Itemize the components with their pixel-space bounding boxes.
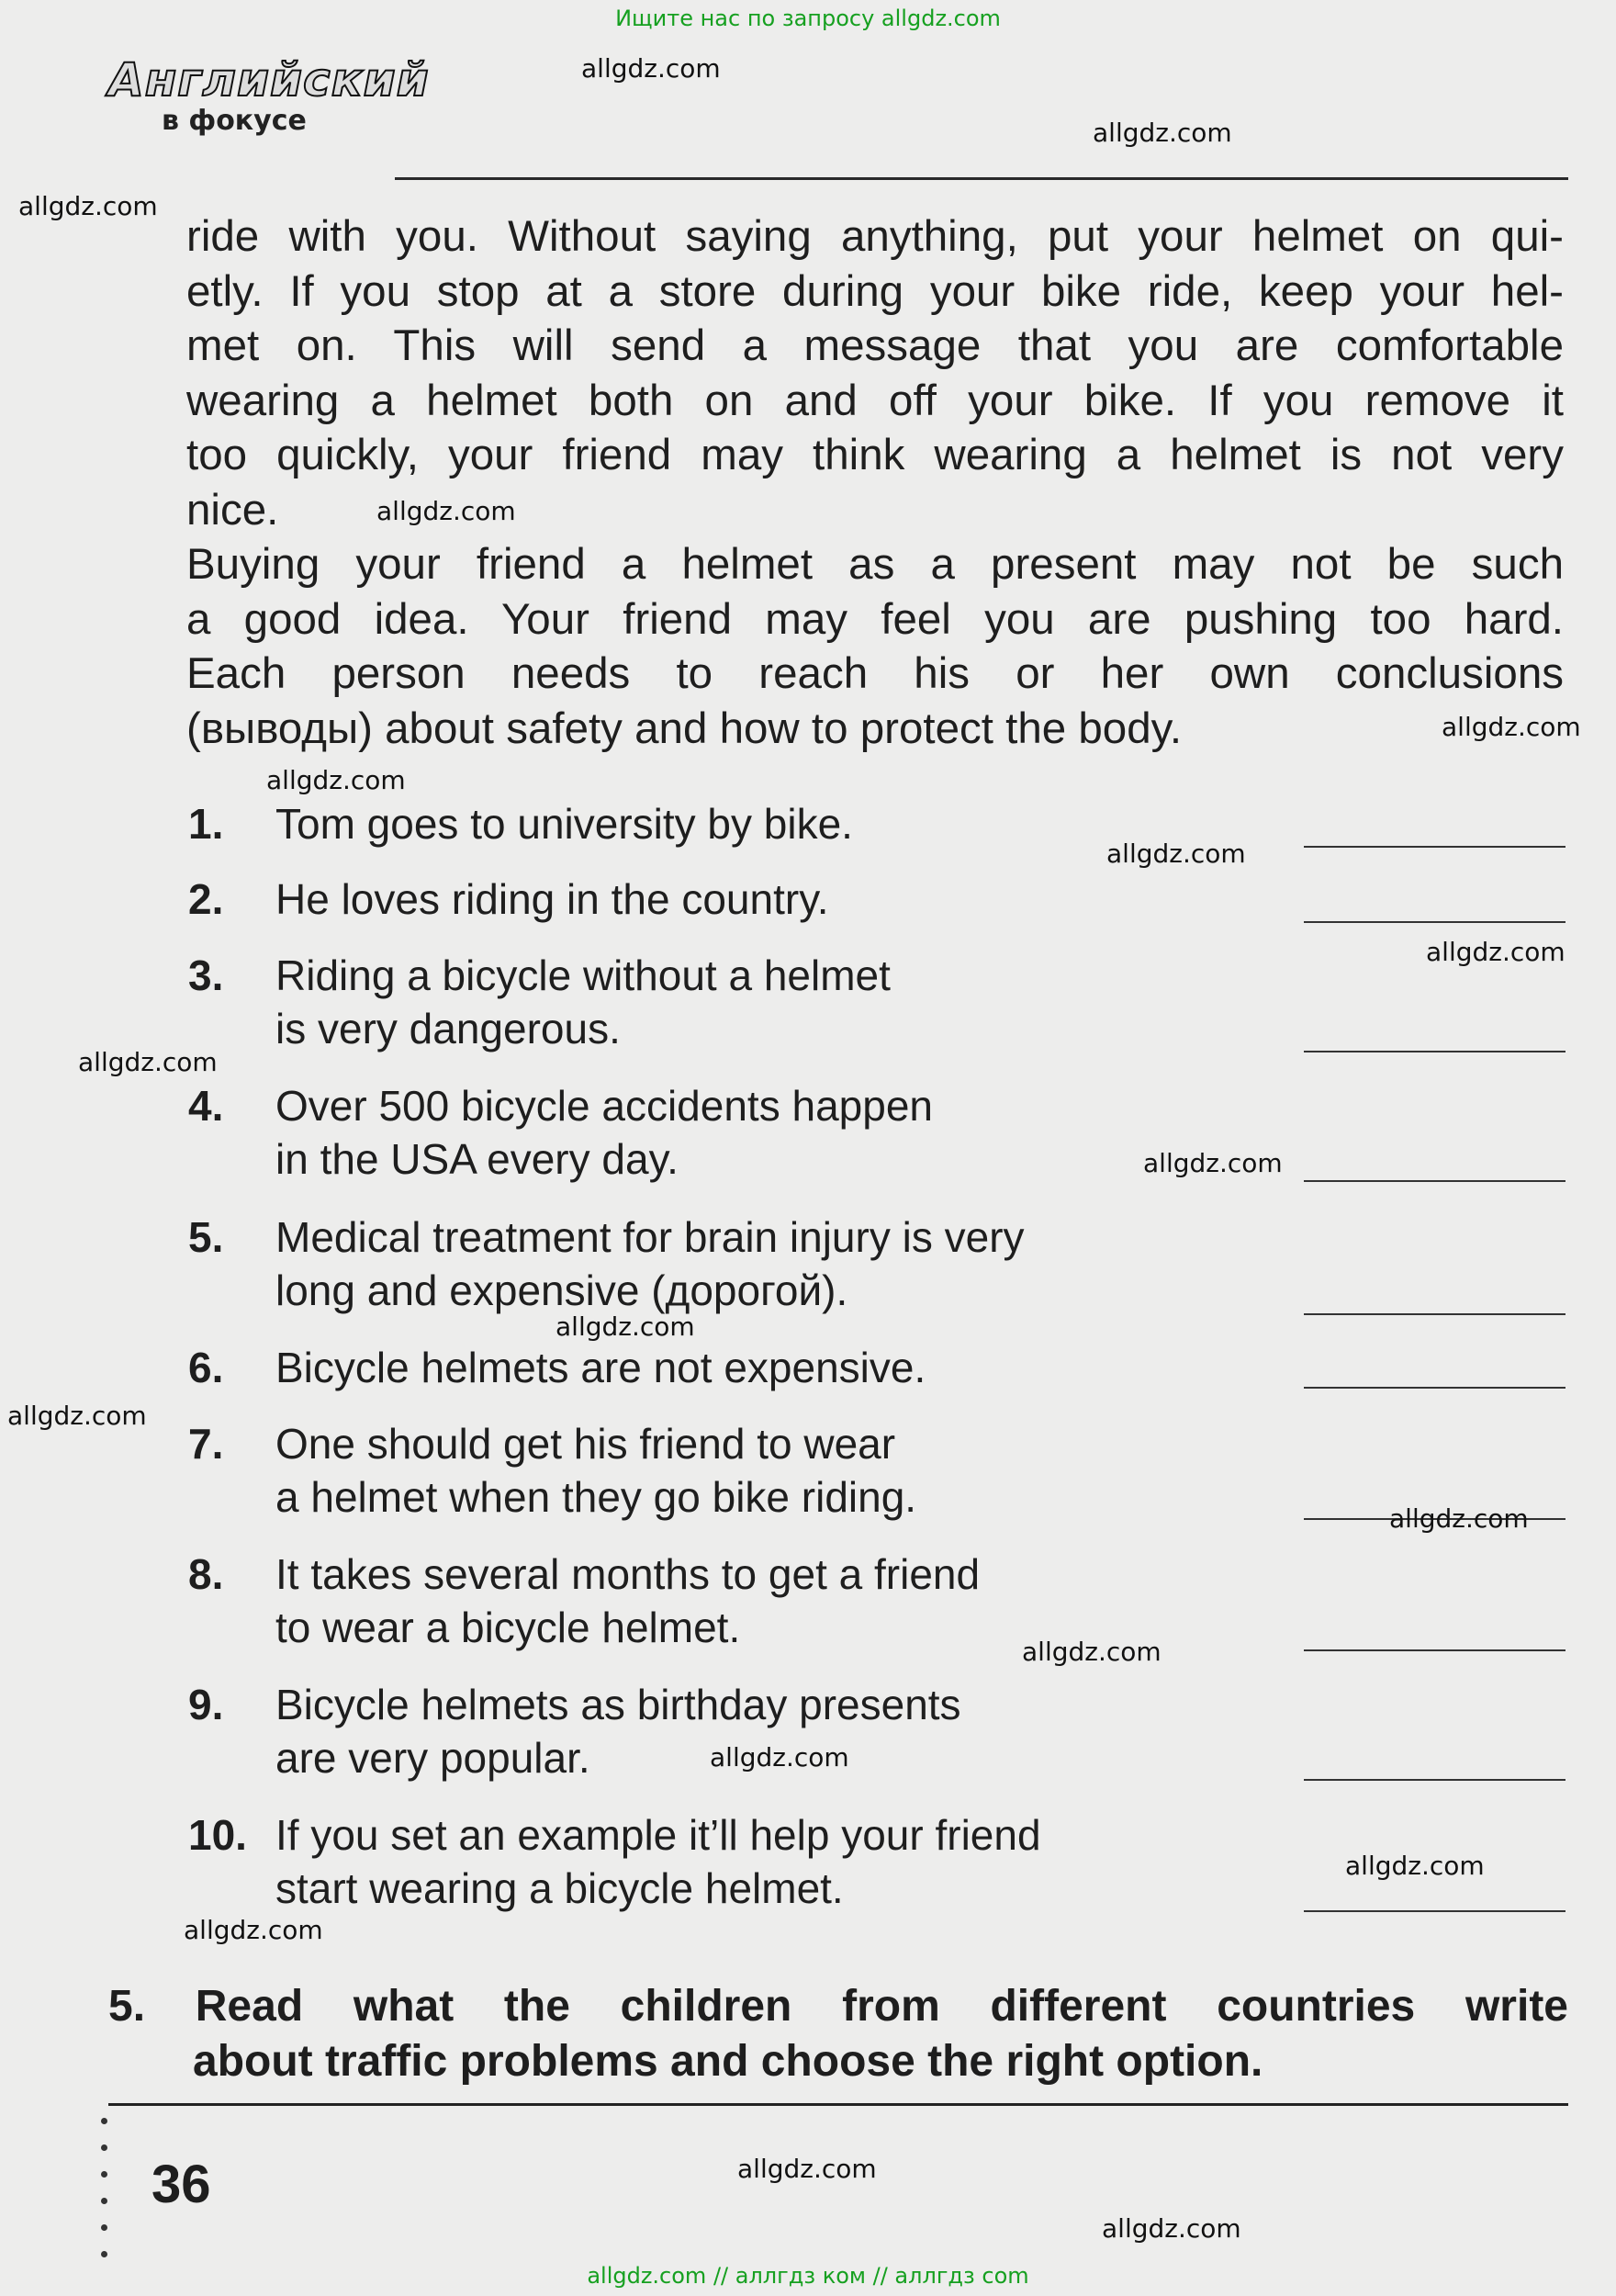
- passage-line: Buying your friend a helmet as a present may not be such: [186, 540, 1564, 589]
- logo-title: Английский: [108, 53, 430, 107]
- watermark: allgdz.com: [184, 1915, 323, 1945]
- watermark: allgdz.com: [737, 2154, 877, 2184]
- answer-blank-8[interactable]: [1304, 1649, 1566, 1651]
- logo-subtitle: в фокусе: [162, 105, 307, 137]
- watermark: allgdz.com: [1022, 1637, 1162, 1667]
- answer-blank-2[interactable]: [1304, 921, 1566, 923]
- statement-number: 9.: [188, 1681, 224, 1728]
- statement-number: 6.: [188, 1344, 224, 1391]
- statement-number: 7.: [188, 1420, 224, 1468]
- watermark: allgdz.com: [78, 1047, 218, 1077]
- statement-number: 8.: [188, 1550, 224, 1598]
- task-line: 5. Read what the children from different countries write: [108, 1982, 1568, 2031]
- answer-blank-5[interactable]: [1304, 1313, 1566, 1315]
- answer-blank-1[interactable]: [1304, 846, 1566, 848]
- passage-line: ride with you. Without saying anything, put your helmet on qui-: [186, 212, 1564, 261]
- header-rule: [395, 177, 1568, 180]
- watermark: allgdz.com: [1106, 838, 1246, 869]
- watermark: allgdz.com: [1389, 1503, 1529, 1534]
- statement-number: 4.: [188, 1082, 224, 1130]
- watermark: allgdz.com: [7, 1401, 147, 1431]
- task-line: about traffic problems and choose the right option.: [193, 2037, 1263, 2086]
- watermark: allgdz.com: [710, 1742, 849, 1773]
- watermark: allgdz.com: [581, 53, 721, 84]
- top-banner: Ищите нас по запросу allgdz.com: [615, 6, 1001, 31]
- watermark: allgdz.com: [376, 496, 516, 526]
- statement-text: Tom goes to university by bike.: [275, 800, 853, 848]
- statement-text: He loves riding in the country.: [275, 875, 829, 923]
- passage-paragraph-2: [186, 537, 1564, 756]
- statement-number: 1.: [188, 800, 224, 848]
- watermark: allgdz.com: [1102, 2213, 1241, 2244]
- answer-blank-10[interactable]: [1304, 1910, 1566, 1912]
- watermark: allgdz.com: [1426, 937, 1566, 967]
- answer-blank-9[interactable]: [1304, 1779, 1566, 1781]
- statement-text: Riding a bicycle without a helmet is very dangerous.: [275, 951, 891, 1052]
- passage-line: (выводы) about safety and how to protect the body.: [186, 703, 1183, 753]
- watermark: allgdz.com: [266, 765, 406, 795]
- passage-line: too quickly, your friend may think wearing a helmet is not very: [186, 431, 1564, 479]
- passage-line: wearing a helmet both on and off your bike. If you remove it: [186, 376, 1564, 425]
- statement-text: Medical treatment for brain injury is very long and expensive (дорогой).: [275, 1213, 1025, 1314]
- margin-dots: [101, 2118, 110, 2278]
- watermark: allgdz.com: [1143, 1148, 1283, 1178]
- watermark: allgdz.com: [556, 1311, 695, 1342]
- passage-line: a good idea. Your friend may feel you are pushing too hard.: [186, 594, 1564, 644]
- watermark: allgdz.com: [18, 191, 158, 221]
- statement-text: Over 500 bicycle accidents happen in the USA every day.: [275, 1082, 933, 1183]
- statement-text: Bicycle helmets are not expensive.: [275, 1344, 926, 1391]
- statement-text: One should get his friend to wear a helmet when they go bike riding.: [275, 1420, 917, 1521]
- passage-line: etly. If you stop at a store during your bike ride, keep your hel-: [186, 266, 1564, 316]
- watermark: allgdz.com: [1093, 118, 1232, 148]
- watermark: allgdz.com: [1442, 712, 1581, 742]
- statement-number: 5.: [188, 1213, 224, 1261]
- statement-number: 2.: [188, 875, 224, 923]
- footer-rule: [108, 2103, 1568, 2106]
- statement-number: 10.: [188, 1811, 247, 1859]
- page-number: 36: [152, 2155, 211, 2214]
- answer-blank-6[interactable]: [1304, 1387, 1566, 1389]
- statement-text: If you set an example it’ll help your friend start wearing a bicycle helmet.: [275, 1811, 1041, 1912]
- passage-line: nice.: [186, 485, 279, 535]
- answer-blank-3[interactable]: [1304, 1051, 1566, 1052]
- statement-number: 3.: [188, 951, 224, 999]
- task-5-heading: [108, 1979, 1568, 2089]
- watermark: allgdz.com: [1345, 1851, 1485, 1881]
- logo: [108, 53, 430, 137]
- statement-text: Bicycle helmets as birthday presents are very popular.: [275, 1681, 961, 1782]
- passage-line: Each person needs to reach his or her own conclusions: [186, 649, 1564, 698]
- bottom-banner: allgdz.com // аллгдз ком // аллгдз com: [587, 2263, 1029, 2289]
- statement-text: It takes several months to get a friend to wear a bicycle helmet.: [275, 1550, 981, 1651]
- passage-paragraph-1: [186, 209, 1564, 537]
- passage-line: met on. This will send a message that you are comfortable: [186, 321, 1564, 370]
- answer-blank-4[interactable]: [1304, 1180, 1566, 1182]
